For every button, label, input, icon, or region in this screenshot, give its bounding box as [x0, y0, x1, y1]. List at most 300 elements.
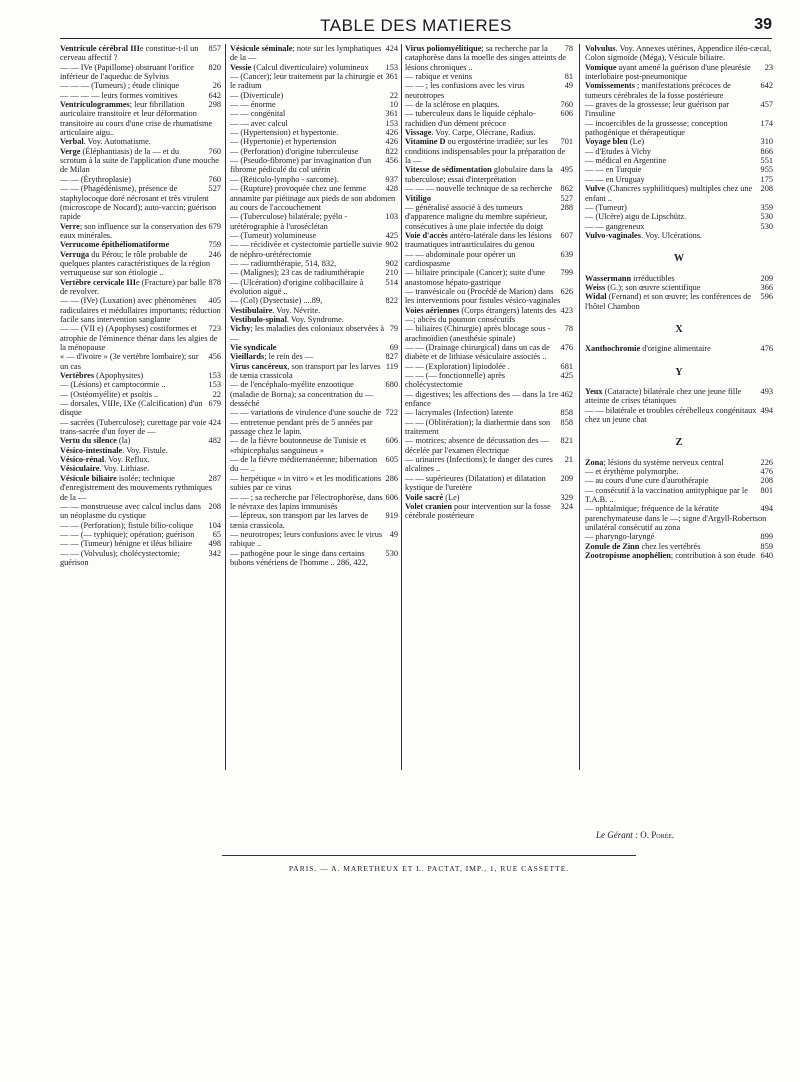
entry-text: — — ; les confusions avec les virus neurotropes — [405, 81, 525, 100]
entry-text: — — supérieures (Dilatation) et dilatation kystique de l'uretère — [405, 473, 546, 493]
entry-text: — (Ulcération) d'origine colibacillaire à évolution aiguë .. — [230, 277, 364, 296]
index-entry — [405, 109, 573, 128]
page-ref: 640 — [760, 551, 773, 561]
headword: Voile sacré — [405, 492, 444, 502]
index-entry — [405, 306, 573, 325]
entry-text: ; sa recherche par la cataphorèse dans la moelle des singes atteints de lésions chroniques .. — [405, 44, 567, 72]
index-entry — [585, 231, 773, 240]
index-entry — [230, 306, 398, 315]
headword: Vertu du silence — [60, 436, 117, 446]
headword: Voies aériennes — [405, 305, 460, 315]
column-divider — [401, 44, 402, 770]
index-entry — [230, 380, 398, 408]
entry-text: — biliaire principale (Cancer); suite d'une anastomose hépato-gastrique — [405, 268, 545, 287]
entry-text: — — IVe (Papillome) obstruant l'orifice inférieur de l'aqueduc de Sylvius — [60, 62, 194, 82]
index-entry — [405, 137, 573, 165]
index-entry — [230, 436, 398, 455]
headword: Volvulus — [585, 44, 616, 53]
index-entry — [60, 278, 221, 297]
index-entry — [585, 222, 773, 231]
headword: Vulvo-vaginales — [585, 230, 641, 240]
index-entry — [585, 486, 773, 505]
index-entry — [585, 467, 773, 476]
index-entry — [585, 283, 773, 292]
entry-text: . Voy. Annexes utérines, Appendice iléo-cæcal, Colon sigmoïde (Méga), Vésicule biliaire. — [585, 44, 772, 63]
index-entry — [405, 44, 573, 72]
index-column-4 — [585, 44, 773, 560]
page-ref: 361 — [385, 72, 398, 82]
entry-text: — tuberculeux dans le liquide céphalo-rachidien d'un dément précoce — [405, 109, 536, 128]
index-entry — [60, 399, 221, 418]
entry-text: — (Hypertension) et hypertonie. — [230, 128, 339, 138]
index-entry — [405, 250, 573, 269]
headword: Vestibulaire — [230, 305, 273, 315]
entry-text: — — (Drainage chirurgical) dans un cas de diabète et de lithiase vésiculaire associés .. — [405, 343, 550, 362]
index-entry — [230, 296, 398, 305]
entry-text: — — congénital — [230, 109, 286, 119]
page-ref: 153 — [208, 371, 221, 381]
page-ref: 81 — [564, 72, 573, 82]
headword: Vestibulo-spinal — [230, 314, 287, 324]
page-ref: 866 — [760, 146, 773, 156]
footer-rule — [222, 855, 636, 856]
entry-text: — — avec calcul — [230, 118, 288, 128]
index-entry — [60, 91, 221, 100]
index-entry — [60, 184, 221, 221]
page-ref: 119 — [385, 361, 398, 371]
section-letter: X — [675, 323, 683, 335]
gerant-line — [596, 830, 674, 840]
entry-text: — — (Perforation); fistule bilio-colique — [60, 520, 194, 530]
index-entry — [230, 175, 398, 184]
index-entry — [405, 362, 573, 371]
entry-text: , son transport par les larves de tænia crassicola — [230, 361, 381, 381]
index-entry — [230, 119, 398, 128]
gerant-label: Le Gérant : — [596, 830, 638, 840]
page-ref: 324 — [560, 501, 573, 511]
index-entry — [585, 119, 773, 138]
page-ref: 405 — [208, 296, 221, 306]
index-entry — [230, 268, 398, 277]
index-entry — [405, 493, 573, 502]
index-entry — [405, 390, 573, 409]
entry-text: . Voy. Syndrome. — [286, 314, 344, 324]
entry-text: ; le rein des — — [264, 352, 314, 362]
index-entry — [230, 474, 398, 493]
entry-text: . Voy. Lithiase. — [99, 464, 150, 474]
entry-text: — — (— fonctionnelle) après cholécystectomie — [405, 371, 505, 390]
page-ref: 681 — [560, 361, 573, 371]
headword: Vie syndicale — [230, 343, 277, 352]
page-ref: 551 — [760, 156, 773, 166]
entry-text: (Corps étrangers) latents des —; abcès du poumon consécutifs — [405, 305, 557, 324]
page-ref: 899 — [760, 532, 773, 542]
headword: Widal — [585, 292, 607, 302]
page-ref: 857 — [208, 44, 221, 53]
page-ref: 175 — [760, 174, 773, 184]
entry-text: — (Malignes); 23 cas de radiumthérapie — [230, 268, 365, 278]
index-entry — [230, 259, 398, 268]
section-letter: Y — [675, 366, 683, 378]
page-ref: 955 — [760, 165, 773, 175]
index-entry — [405, 268, 573, 287]
index-entry — [60, 222, 221, 241]
page-ref: 49 — [564, 81, 573, 91]
entry-text: — — (IVe) (Luxation) avec phénomènes radiculaires et médullaires importants; réduction facile sans intervention sanglante — [60, 296, 221, 324]
index-entry — [230, 362, 398, 381]
index-entry — [60, 324, 221, 352]
entry-text: — — — — leurs formes vomitives — [60, 90, 178, 100]
page-ref: 210 — [385, 268, 398, 278]
index-entry — [405, 72, 573, 81]
page-ref: 801 — [760, 485, 773, 495]
page-ref: 596 — [760, 292, 773, 302]
page-ref: 723 — [208, 324, 221, 334]
index-entry — [230, 184, 398, 212]
entry-text: — (Col) (Dysectasie) ....89, — [230, 296, 323, 306]
entry-text: — — — (Tumeurs) ; étude clinique — [60, 81, 180, 91]
page-ref: 937 — [385, 174, 398, 184]
entry-text: — (Tumeur) volumineuse — [230, 230, 317, 240]
page-ref: 209 — [560, 473, 573, 483]
index-entry — [585, 100, 773, 119]
index-entry — [60, 464, 221, 473]
entry-text: — — (Tumeur) bénigne et iléus biliaire — [60, 539, 192, 549]
entry-text: — (Réticulo-lympho - sarcome). — [230, 174, 339, 184]
index-entry — [585, 184, 773, 203]
entry-text: chez les vertébrés — [639, 541, 701, 551]
page-ref: 79 — [389, 324, 398, 334]
index-entry — [585, 476, 773, 485]
entry-text: ; les maladies des coloniaux observées à — — [230, 324, 385, 343]
page-ref: 226 — [760, 457, 773, 467]
entry-text: — (Ostéomyélite) et psoïtis .. — [60, 389, 159, 399]
entry-text: (Chancres syphilitiques) multiples chez une enfant .. — [585, 184, 753, 203]
headword: Vésiculaire — [60, 464, 100, 474]
entry-text: — — — nouvelle technique de sa recherche — [405, 184, 553, 194]
entry-text: — — monstrueuse avec calcul inclus dans un néoplasme du cystique — [60, 501, 202, 521]
index-entry — [60, 296, 221, 324]
index-entry — [405, 81, 573, 100]
page-ref: 760 — [208, 174, 221, 184]
page-ref: 878 — [208, 277, 221, 287]
entry-text: — (Rupture) provoquée chez une femme annamite par piétinage aux pieds de son abdomen au cours de l'accouchement — [230, 184, 396, 212]
entry-text: (la) — [116, 436, 131, 446]
index-entry — [60, 63, 221, 82]
headword: Vertèbre cervicale III — [60, 277, 137, 287]
page-ref: 428 — [385, 184, 398, 194]
page-ref: 342 — [208, 548, 221, 558]
headword: Vissage — [405, 128, 432, 138]
entry-text: — (Lésions) et camptocormie .. — [60, 380, 166, 390]
page-ref: 153 — [385, 62, 398, 72]
index-entry — [230, 278, 398, 297]
entry-text: (Fernand) et son œuvre; les conférences de l'hôtel Chambon — [585, 292, 751, 311]
page-ref: 456 — [385, 156, 398, 166]
entry-text: — pharyngo-laryngé — [585, 532, 655, 542]
page-ref: 607 — [560, 230, 573, 240]
page-ref: 827 — [385, 352, 398, 362]
index-column-1 — [60, 44, 221, 567]
page-ref: 858 — [560, 408, 573, 418]
headword: Vulve — [585, 184, 605, 194]
entry-text: (Cataracte) bilatérale chez une jeune fille atteinte de crises tétaniques — [585, 386, 742, 406]
page-ref: 722 — [385, 408, 398, 418]
index-entry — [585, 165, 773, 174]
entry-text: — — en Uruguay — [585, 174, 645, 184]
headword: Yeux — [585, 386, 603, 396]
index-entry — [60, 474, 221, 502]
headword: Vomique — [585, 62, 617, 72]
entry-text: . Voy. Ulcérations. — [640, 230, 703, 240]
entry-text: ayant amené la guérison d'une pleurésie interlobaire post-pneumonique — [585, 62, 751, 82]
page-ref: 426 — [385, 128, 398, 138]
page-ref: 606 — [385, 492, 398, 502]
page-ref: 760 — [208, 146, 221, 156]
page-ref: 22 — [389, 90, 398, 100]
index-entry — [585, 542, 773, 551]
headword: Voyage bleu — [585, 137, 628, 147]
index-entry — [405, 165, 573, 184]
entry-text: — — gangreneux — [585, 221, 645, 231]
entry-text: — pathogène pour le singe dans certains bubons vénériens de l'homme .. 286, 422, — [230, 548, 368, 567]
headword: Vichy — [230, 324, 251, 334]
entry-text: — herpétique « in vitro » et les modifications subies par ce virus — [230, 473, 382, 493]
page-ref: 208 — [208, 501, 221, 511]
page-ref: 494 — [760, 405, 773, 415]
headword: Vieillards — [230, 352, 265, 362]
entry-text: ; contribution à son étude — [670, 551, 756, 561]
index-entry — [230, 343, 398, 352]
entry-text: — — (Exploration) lipiodolée . — [405, 361, 510, 371]
index-entry — [585, 406, 773, 425]
entry-text: — et érythème polymorphe. — [585, 467, 679, 477]
entry-text: d'origine alimentaire — [640, 344, 711, 354]
page-ref: 288 — [560, 202, 573, 212]
index-entry — [585, 63, 773, 82]
page-ref: 476 — [760, 344, 773, 354]
index-entry — [585, 203, 773, 212]
entry-text: — digestives; les affections des — dans la 1re enfance — [405, 389, 559, 409]
headword: Vitesse de sédimentation — [405, 165, 492, 175]
entry-text: — incoercibles de la grossesse; conception pathogénique et thérapeutique — [585, 118, 728, 138]
page-ref: 425 — [385, 230, 398, 240]
page-ref: 209 — [760, 273, 773, 283]
page-ref: 329 — [560, 492, 573, 502]
index-entry — [585, 458, 773, 467]
entry-text: — biliaires (Chirurgie) après blocage sous - arachnoïdien (anesthésie spinale) — [405, 324, 551, 343]
entry-text: — (Tumeur) — [585, 202, 627, 212]
page-ref: 153 — [208, 380, 221, 390]
page-ref: 760 — [560, 100, 573, 110]
index-entry — [405, 128, 573, 137]
page-number: 39 — [754, 16, 772, 33]
index-entry — [585, 504, 773, 532]
headword: Vitiligo — [405, 193, 431, 203]
index-entry — [585, 156, 773, 165]
entry-text: — — (Érythroplasie) — [60, 174, 131, 184]
entry-text: — neurotropes; leurs confusions avec le virus rabique .. — [230, 529, 383, 549]
entry-text: e (Fracture) par balle de revolver. — [60, 277, 206, 296]
entry-text: — sacrées (Tuberculose); curettage par voie trans-sacrée d'un foyer de — — [60, 417, 207, 437]
page-ref: 919 — [385, 511, 398, 521]
page-ref: 679 — [208, 221, 221, 231]
page-ref: 78 — [564, 44, 573, 53]
headword: Wassermann — [585, 273, 632, 283]
page-ref: 606 — [560, 109, 573, 119]
entry-text: — — (VII e) (Apophyses) costiformes et atrophie de l'éminence thénar dans les algies de la ménopause — [60, 324, 218, 352]
entry-text: du Pérou; le rôle probable de quelques plantes caractéristiques de la région verruqueuse sur son étiologie .. — [60, 249, 210, 278]
entry-text: — motrices; absence de décussation des — décelée par l'examen électrique — [405, 436, 549, 455]
page-ref: 22 — [212, 389, 221, 399]
page-ref: 642 — [208, 90, 221, 100]
index-entry — [230, 408, 398, 436]
page-ref: 680 — [385, 380, 398, 390]
entry-text: — — variations de virulence d'une souche de — entretenue pendant près de 5 années par passage chez le lapin. — [230, 408, 382, 437]
index-entry — [60, 521, 221, 530]
page-ref: 605 — [385, 455, 398, 465]
entry-text: — (Perforation) d'origine tuberculeuse — [230, 146, 359, 156]
page-ref: 21 — [564, 455, 573, 465]
page-ref: 78 — [564, 324, 573, 334]
index-entry — [405, 502, 573, 521]
entry-text: ; lésions du système nerveux central — [603, 457, 724, 467]
column-divider — [579, 44, 580, 770]
entry-text: — urinaires (Infections); le danger des cures alcalines .. — [405, 455, 553, 474]
page-ref: 208 — [760, 476, 773, 486]
entry-text: — — (Oblitération); la diathermie dans son traitement — [405, 417, 551, 437]
index-entry — [60, 436, 221, 445]
index-entry — [230, 156, 398, 175]
entry-text: (G.); son œuvre scientifique — [605, 282, 701, 292]
entry-text: — — récidivée et cystectomie partielle suivie de néphro-urétérectomie — [230, 240, 383, 259]
headword: Voie d'accès — [405, 230, 448, 240]
index-entry — [230, 455, 398, 474]
page-ref: 246 — [208, 249, 221, 259]
index-column-3 — [405, 44, 573, 521]
entry-text: — graves de la grossesse; leur guérison par l'insuline — [585, 100, 730, 119]
page-ref: 424 — [208, 417, 221, 427]
printer-imprint: PARIS. — A. MARETHEUX ET L. PACTAT, IMP., 1, RUE CASSETTE. — [288, 864, 570, 873]
entry-text: « — d'ivoire » (3e vertèbre lombaire); sur un cas — [60, 352, 199, 371]
page-ref: 49 — [389, 529, 398, 539]
entry-text: — (Hypertonie) et hypertension — [230, 137, 337, 147]
index-entry — [60, 100, 221, 137]
page-ref: 493 — [760, 386, 773, 396]
page-ref: 527 — [208, 184, 221, 194]
page-ref: 287 — [208, 473, 221, 483]
index-entry — [60, 81, 221, 90]
index-entry — [60, 502, 221, 521]
entry-text: . Voy. Automatisme. — [83, 137, 151, 147]
entry-text: ou ergostérine irradiée; sur les conditions indispensables pour la préparation de la — — [405, 137, 566, 166]
index-entry — [230, 231, 398, 240]
page-ref: 425 — [560, 371, 573, 381]
page-ref: 701 — [560, 137, 573, 147]
page-ref: 462 — [560, 389, 573, 399]
index-entry — [585, 137, 773, 146]
entry-text: antéro-latérale dans les lésions traumatiques intraarticulaires du genou — [405, 230, 552, 250]
entry-text: pour intervention sur la fosse cérébrale postérieure — [405, 501, 551, 521]
entry-text: — (Tuberculose) bilatérale; pyélo - urétérographie à l'uroséclétan — [230, 212, 348, 231]
entry-text: — de la fièvre boutonneuse de Tunisie et «rhipicephalus sanguineus » — [230, 436, 367, 455]
page-ref: 69 — [389, 343, 398, 352]
headword: Vésicule séminale — [230, 44, 293, 53]
page-ref: 859 — [760, 541, 773, 551]
index-entry — [405, 474, 573, 493]
entry-text: irréductibles — [631, 273, 675, 283]
index-entry — [405, 184, 573, 193]
entry-text: ; son influence sur la conservation des eaux minérales. — [60, 221, 207, 240]
entry-text: . Voy. Carpe, Olécrane, Radius. — [431, 128, 536, 138]
entry-text: — — en Turquie — [585, 165, 642, 175]
page-ref: 822 — [385, 146, 398, 156]
entry-text: — au cours d'une cure d'aurothérapie — [585, 476, 709, 486]
index-entry — [585, 81, 773, 100]
page-ref: 679 — [208, 399, 221, 409]
index-entry — [405, 324, 573, 343]
entry-text: — (Cancer); leur traitement par la chirurgie et le radium — [230, 72, 384, 91]
index-entry — [230, 91, 398, 100]
page-ref: 104 — [208, 520, 221, 530]
entry-text: — — ; sa recherche par l'électrophorèse, dans le névraxe des lapins immunisés — [230, 492, 383, 511]
entry-text: — lépreux, son transport par les larves de tænia crassicola. — [230, 511, 369, 530]
entry-text: (Le) — [443, 492, 460, 502]
headword: Verrucome épithéliomatiforme — [60, 240, 170, 250]
index-entry — [230, 315, 398, 324]
entry-text: — — radiumthérapie, 514, 832, — [230, 258, 337, 268]
page-ref: 366 — [760, 282, 773, 292]
page-ref: 208 — [760, 184, 773, 194]
index-entry — [405, 371, 573, 390]
entry-text: — — bilatérale et troubles cérébelleux congénitaux chez un jeune chat — [585, 405, 757, 424]
index-entry — [585, 212, 773, 221]
entry-text: — lacrymales (Infection) latente — [405, 408, 514, 418]
index-entry — [60, 539, 221, 548]
index-entry — [405, 203, 573, 231]
index-entry — [230, 511, 398, 530]
page-ref: 10 — [389, 100, 398, 110]
page-ref: 65 — [212, 529, 221, 539]
index-entry — [60, 147, 221, 175]
page-ref: 103 — [385, 212, 398, 222]
page-ref: 639 — [560, 249, 573, 259]
index-entry — [585, 147, 773, 156]
headword: Weiss — [585, 282, 606, 292]
headword: Zootropisme anophélien — [585, 551, 671, 561]
entry-text: . Voy. Reflux. — [104, 455, 150, 465]
page-ref: 361 — [385, 109, 398, 119]
gerant-name: O. Porée. — [640, 830, 675, 840]
headword: Vertèbres — [60, 371, 95, 381]
entry-text: — — (— typhique); opération; guérison — [60, 529, 195, 539]
index-entry — [230, 240, 398, 259]
index-entry — [585, 175, 773, 184]
page-ref: 456 — [208, 352, 221, 362]
page-ref: 424 — [385, 44, 398, 53]
column-divider — [225, 44, 226, 770]
entry-text: — rabique et venins — [405, 72, 473, 82]
index-entry — [230, 530, 398, 549]
index-entry — [60, 390, 221, 399]
headword: Zonule de Zinn — [585, 541, 640, 551]
page-ref: 821 — [560, 436, 573, 446]
index-entry — [230, 109, 398, 118]
index-entry — [60, 175, 221, 184]
entry-text: . Voy. Névrite. — [272, 305, 321, 315]
page-ref: 426 — [385, 137, 398, 147]
entry-text: — — (Volvulus); cholécystectomie; guérison — [60, 548, 180, 567]
